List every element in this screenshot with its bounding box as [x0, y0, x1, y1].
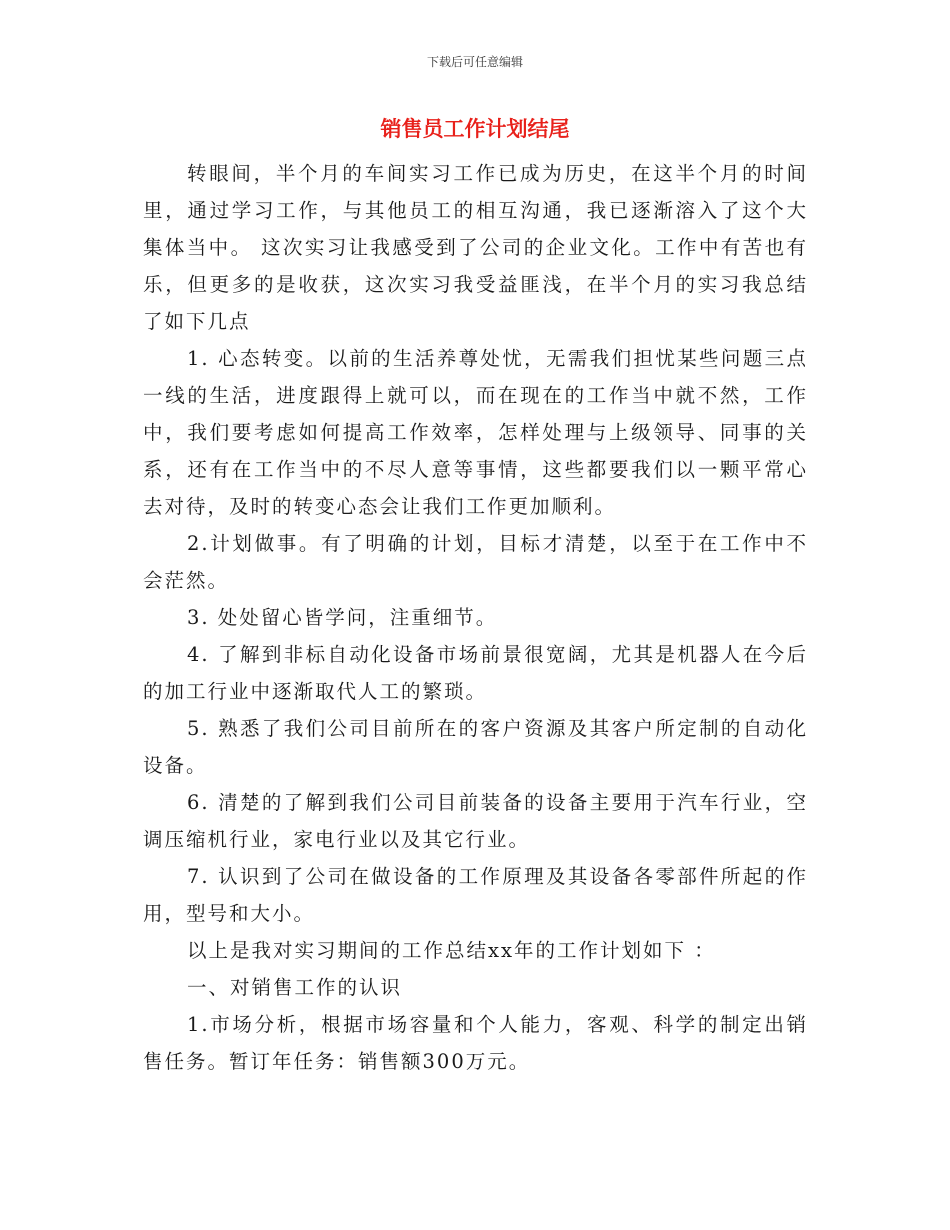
paragraph-intro: 转眼间，半个月的车间实习工作已成为历史，在这半个月的时间里，通过学习工作，与其他员工的相互沟通，我已逐渐溶入了这个大集体当中。 这次实习让我感受到了公司的企业文化。工作中有苦也有乐，但更多的是收获，这次实习我受益匪浅，在半个月的实习我总结了如下几点 [143, 162, 808, 333]
document-body [143, 155, 808, 1080]
paragraph-point-6: 6. 清楚的了解到我们公司目前装备的设备主要用于汽车行业，空调压缩机行业，家电行业以及其它行业。 [143, 791, 808, 851]
paragraph-point-3: 3. 处处留心皆学问，注重细节。 [187, 606, 498, 629]
paragraph-point-5: 5. 熟悉了我们公司目前所在的客户资源及其客户所定制的自动化设备。 [143, 717, 808, 777]
document-title: 销售员工作计划结尾 [380, 117, 570, 141]
paragraph-market-analysis: 1.市场分析，根据市场容量和个人能力，客观、科学的制定出销售任务。暂订年任务：销售额300万元。 [143, 1013, 808, 1073]
section-heading-1: 一、对销售工作的认识 [187, 976, 403, 999]
header-note: 下载后可任意编辑 [426, 55, 523, 69]
paragraph-point-1: 1. 心态转变。以前的生活养尊处忧，无需我们担忧某些问题三点一线的生活，进度跟得上就可以，而在现在的工作当中就不然，工作中，我们要考虑如何提高工作效率，怎样处理与上级领导、同事的关系，还有在工作当中的不尽人意等事情，这些都要我们以一颗平常心去对待，及时的转变心态会让我们工作更加顺利。 [143, 347, 808, 518]
paragraph-point-7: 7. 认识到了公司在做设备的工作原理及其设备各零部件所起的作用，型号和大小。 [143, 865, 808, 925]
paragraph-point-4: 4. 了解到非标自动化设备市场前景很宽阔，尤其是机器人在今后的加工行业中逐渐取代人工的繁琐。 [143, 643, 808, 703]
paragraph-plan-intro: 以上是我对实习期间的工作总结xx年的工作计划如下 ： [187, 939, 716, 962]
paragraph-point-2: 2.计划做事。有了明确的计划，目标才清楚，以至于在工作中不会茫然。 [143, 532, 808, 592]
